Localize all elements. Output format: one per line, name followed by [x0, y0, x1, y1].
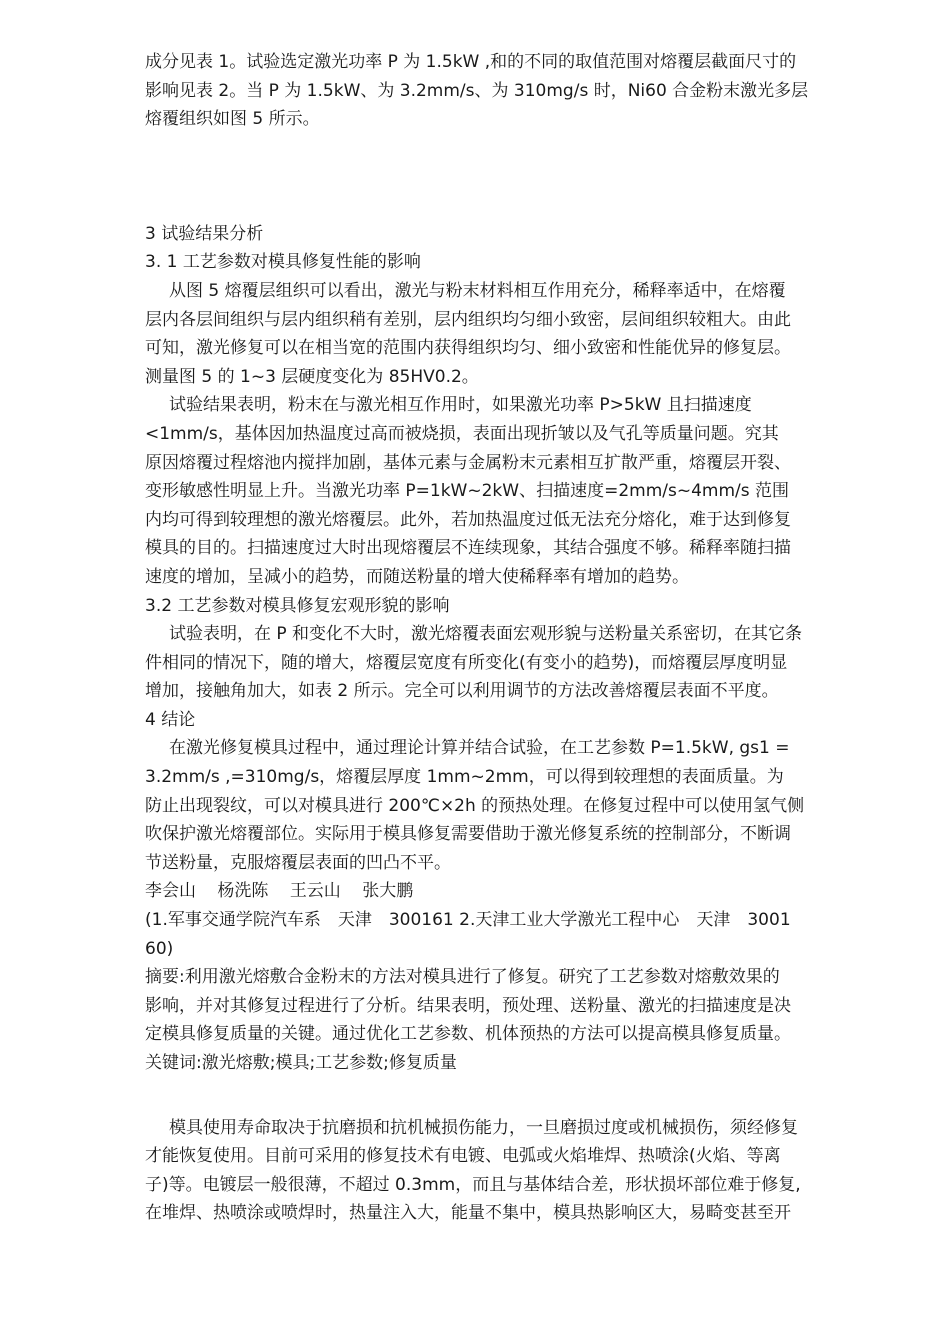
text-line: 熔覆组织如图 5 所示。: [145, 109, 320, 130]
text-line: 内均可得到较理想的激光熔覆层。此外，若加热温度过低无法充分熔化，难于达到修复: [145, 509, 791, 530]
text-line: 变形敏感性明显上升。当激光功率 P=1kW~2kW、扫描速度=2mm/s~4mm/s 范围: [145, 481, 790, 502]
section-3-1-paragraph-2: [145, 391, 885, 591]
text-line: 才能恢复使用。目前可采用的修复技术有电镀、电弧或火焰堆焊、热喷涂(火焰、等离: [145, 1146, 781, 1167]
text-line: 成分见表 1。试验选定激光功率 P 为 1.5kW ,和的不同的取值范围对熔覆层截面尺寸的: [145, 52, 797, 72]
text-line: 在激光修复模具过程中，通过理论计算并结合试验，在工艺参数 P=1.5kW, gs1 =: [169, 738, 790, 759]
author-name: 杨洗陈: [217, 881, 269, 902]
text-line: 3.2mm/s ,=310mg/s，熔覆层厚度 1mm~2mm，可以得到较理想的表面质量。为: [145, 767, 784, 788]
text-line: 在堆焊、热喷涂或喷焊时，热量注入大，能量不集中，模具热影响区大，易畸变甚至开: [145, 1203, 791, 1224]
text-line: 可知，激光修复可以在相当宽的范围内获得组织均匀、细小致密和性能优异的修复层。: [145, 338, 791, 359]
section-3-2-paragraph-1: [145, 620, 885, 706]
section-3-1-heading: 3. 1 工艺参数对模具修复性能的影响: [145, 252, 421, 273]
spacer: [145, 1078, 885, 1114]
author-name: 李会山: [145, 881, 196, 902]
text-line: 吹保护激光熔覆部位。实际用于模具修复需要借助于激光修复系统的控制部分，不断调: [145, 824, 791, 845]
section-3-heading: 3 试验结果分析: [145, 223, 264, 244]
text-line: 速度的增加，呈减小的趋势，而随送粉量的增大使稀释率有增加的趋势。: [145, 566, 689, 587]
text-line: 件相同的情况下，随的增大，熔覆层宽度有所变化(有变小的趋势)，而熔覆层厚度明显: [145, 652, 788, 673]
text-line: 试验结果表明，粉末在与激光相互作用时，如果激光功率 P>5kW 且扫描速度: [169, 395, 752, 416]
text-line: 摘要:利用激光熔敷合金粉末的方法对模具进行了修复。研究了工艺参数对熔敷效果的: [145, 967, 780, 988]
text-line: 试验表明，在 P 和变化不大时，激光熔覆表面宏观形貌与送粉量关系密切，在其它条: [169, 624, 803, 645]
text-line: (1.军事交通学院汽车系 天津 300161 2.天津工业大学激光工程中心 天津 3001: [145, 910, 791, 931]
author-name: 张大鹏: [362, 881, 414, 902]
text-line: 定模具修复质量的关键。通过优化工艺参数、机体预热的方法可以提高模具修复质量。: [145, 1024, 791, 1045]
section-3-2-heading: 3.2 工艺参数对模具修复宏观形貌的影响: [145, 595, 450, 616]
text-line: 影响见表 2。当 P 为 1.5kW、为 3.2mm/s、为 310mg/s 时，Ni60 合金粉末激光多层: [145, 80, 809, 101]
section-4-paragraph-1: [145, 734, 885, 877]
spacer: [145, 134, 885, 220]
text-line: 测量图 5 的 1~3 层硬度变化为 85HV0.2。: [145, 366, 479, 387]
text-line: 子)等。电镀层一般很薄，不超过 0.3mm，而且与基体结合差，形状损坏部位难于修复,: [145, 1174, 801, 1195]
document-page: [145, 48, 885, 1228]
text-line: 模具使用寿命取决于抗磨损和抗机械损伤能力，一旦磨损过度或机械损伤，须经修复: [169, 1117, 798, 1138]
keywords: 关键词:激光熔敷;模具;工艺参数;修复质量: [145, 1053, 457, 1073]
text-line: 原因熔覆过程熔池内搅拌加剧，基体元素与金属粉末元素相互扩散严重，熔覆层开裂、: [145, 452, 791, 473]
author-name: 王云山: [289, 881, 341, 902]
text-line: 增加，接触角加大，如表 2 所示。完全可以利用调节的方法改善熔覆层表面不平度。: [145, 681, 779, 702]
text-line: 模具的目的。扫描速度过大时出现熔覆层不连续现象，其结合强度不够。稀释率随扫描: [145, 538, 791, 559]
intro-paragraph: [145, 48, 885, 134]
text-line: 影响，并对其修复过程进行了分析。结果表明，预处理、送粉量、激光的扫描速度是决: [145, 995, 791, 1016]
abstract: [145, 963, 885, 1049]
text-line: 节送粉量，克服熔覆层表面的凹凸不平。: [145, 852, 451, 873]
section-4-heading: 4 结论: [145, 709, 196, 730]
text-line: 60): [145, 938, 174, 959]
affiliation: [145, 906, 885, 963]
text-line: <1mm/s，基体因加热温度过高而被烧损，表面出现折皱以及气孔等质量问题。究其: [145, 423, 779, 444]
text-line: 层内各层间组织与层内组织稍有差别，层内组织均匀细小致密，层间组织较粗大。由此: [145, 309, 791, 330]
text-line: 防止出现裂纹，可以对模具进行 200℃×2h 的预热处理。在修复过程中可以使用氢气侧: [145, 795, 805, 816]
text-line: 从图 5 熔覆层组织可以看出，激光与粉末材料相互作用充分，稀释率适中，在熔覆: [169, 280, 786, 301]
body-paragraph: [145, 1114, 885, 1228]
section-3-1-paragraph-1: [145, 277, 885, 391]
author-list: [145, 877, 885, 906]
